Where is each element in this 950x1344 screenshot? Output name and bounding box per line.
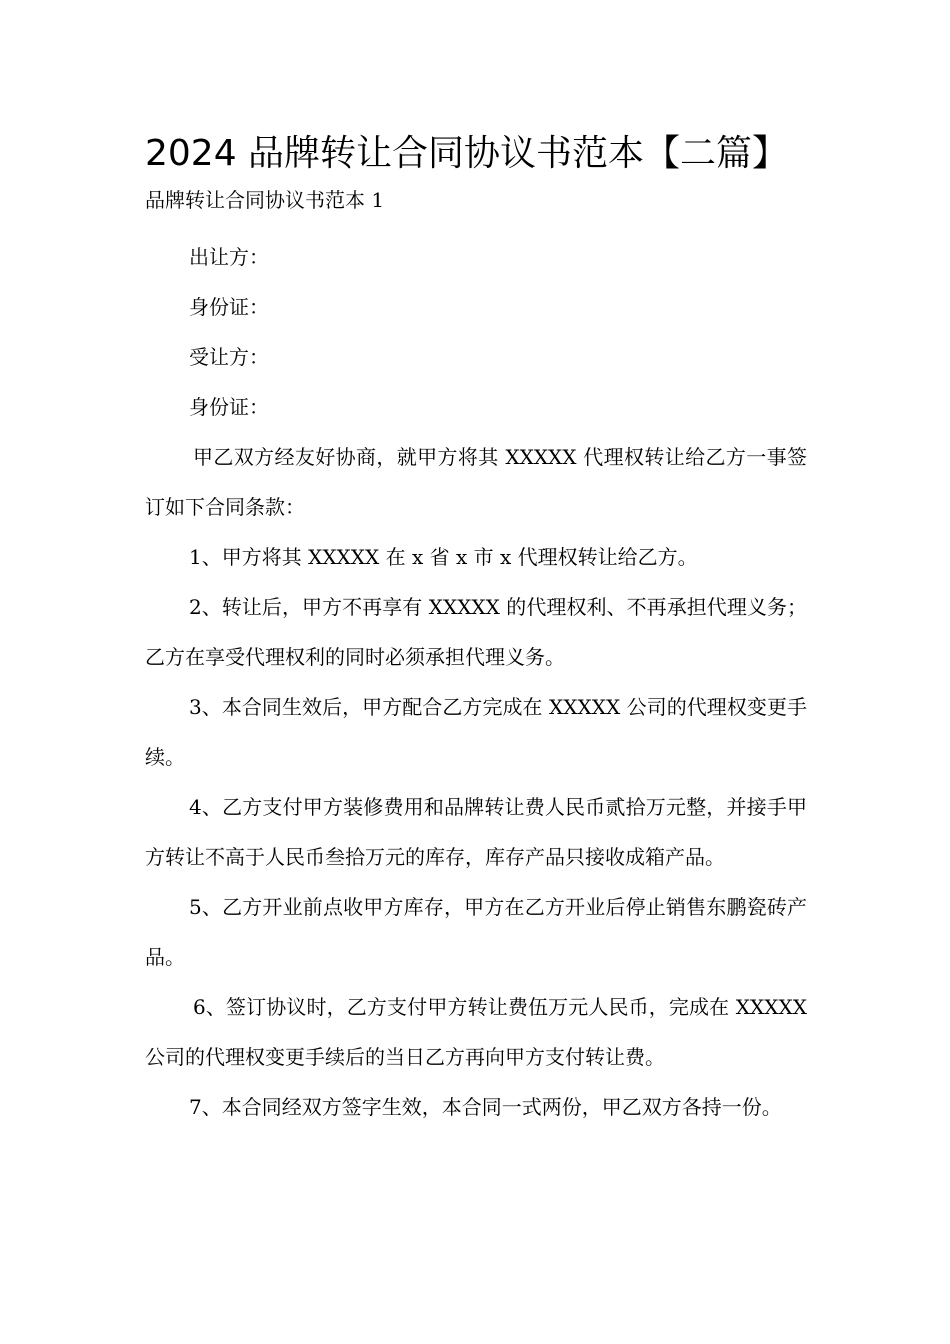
contract-clause-7: 7、本合同经双方签字生效，本合同一式两份，甲乙双方各持一份。 xyxy=(189,1095,782,1119)
field-transferee-id: 身份证： xyxy=(189,395,269,419)
contract-clause-6: 6、签订协议时，乙方支付甲方转让费伍万元人民币，完成在 XXXXX 公司的代理权变更手续后的当日乙方再向甲方支付转让费。 xyxy=(145,995,807,1069)
contract-clause-2: 2、转让后，甲方不再享有 XXXXX 的代理权利、不再承担代理义务；乙方在享受代理权利的同时必须承担代理义务。 xyxy=(145,595,807,669)
field-transferee: 受让方： xyxy=(189,345,269,369)
contract-clause-1: 1、甲方将其 XXXXX 在 x 省 x 市 x 代理权转让给乙方。 xyxy=(189,545,698,569)
document-body xyxy=(145,232,807,1132)
document-subtitle: 品牌转让合同协议书范本 1 xyxy=(145,188,385,212)
document-title: 2024 品牌转让合同协议书范本【二篇】 xyxy=(145,133,789,174)
contract-clause-5: 5、乙方开业前点收甲方库存，甲方在乙方开业后停止销售东鹏瓷砖产品。 xyxy=(145,895,807,969)
field-transferor: 出让方： xyxy=(189,245,269,269)
contract-preamble: 甲乙双方经友好协商，就甲方将其 XXXXX 代理权转让给乙方一事签订如下合同条款： xyxy=(145,445,807,519)
contract-clause-4: 4、乙方支付甲方装修费用和品牌转让费人民币贰拾万元整，并接手甲方转让不高于人民币叁拾万元的库存，库存产品只接收成箱产品。 xyxy=(145,795,807,869)
field-transferor-id: 身份证： xyxy=(189,295,269,319)
contract-clause-3: 3、本合同生效后，甲方配合乙方完成在 XXXXX 公司的代理权变更手续。 xyxy=(145,695,807,769)
